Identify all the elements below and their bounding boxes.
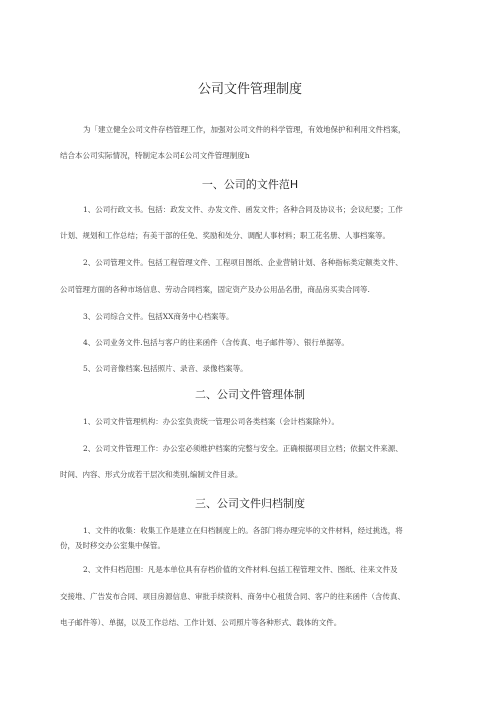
section-2-heading: 二、公司文件管理体制 bbox=[195, 388, 305, 401]
section-3-item-1-line-2: 份，及时移交办公室集中保管。 bbox=[60, 541, 165, 550]
section-3-item-2-line-3: 电子邮件等）、单据，以及工作总结、工作计划、公司照片等各种形式、载体的文件。 bbox=[60, 618, 342, 627]
section-3-item-2-line-1: 2、文件归档范围：凡是本单位具有存档价值的文件材料.包括工程管理文件、图纸、往来文件及 bbox=[83, 565, 398, 574]
section-2-item-1: 1、公司文件管理机构：办公室负责统一管理公司各类档案（会计档案除外）。 bbox=[83, 417, 340, 426]
intro-line-1: 为「建立健全公司文件存档管理工作，加强对公司文件的科学管理，有效地保护和利用文件档案， bbox=[83, 125, 406, 134]
section-1-item-4: 4、公司业务文件.包括与客户的往来函件（含传真、电子邮件等）、银行单据等。 bbox=[83, 338, 349, 347]
section-3-heading: 三、公司文件归档制度 bbox=[195, 497, 305, 510]
intro-line-2: 结合本公司实际情况，特制定本公司£公司文件管理制度h bbox=[60, 151, 250, 160]
section-2-item-2-line-2: 时间、内容、形式分成若干层次和类别,编制文件目录。 bbox=[60, 470, 243, 479]
section-3-item-2-line-2: 交接堆、广告发布合同、项目房源信息、审批手续资料、商务中心租赁合同、客户的往来函件（含传真、 bbox=[60, 592, 405, 601]
section-1-item-2-line-2: 公司管理方面的各种市场信息、劳动合同档案，固定资产及办公用品名册，商品房买卖合同等. bbox=[60, 285, 370, 294]
section-1-item-3: 3、公司综合文件。包括XX商务中心档案等。 bbox=[83, 312, 234, 321]
section-1-item-2-line-1: 2、公司管理文件。包括工程管理文件、工程项目图纸、企业营销计划、各种指标类定额类文件、 bbox=[83, 258, 403, 267]
section-3-item-1-line-1: 1、文件的收集：收集工作是建立在归档制度上的。各部门将办理完毕的文件材料，经过挑选，将 bbox=[83, 526, 403, 535]
section-1-heading: 一、公司的文件范H bbox=[201, 178, 299, 191]
document-title: 公司文件管理制度 bbox=[197, 82, 302, 97]
section-1-item-1-line-1: 1、公司行政文书。包括：政发文件、办发文件、函发文件；各种合同及协议书；会议纪要；工作 bbox=[83, 205, 403, 214]
section-2-item-2-line-1: 2、公司文件管理工作：办公室必须维护档案的完整与安全。正确根据项目立档；依据文件来源、 bbox=[83, 444, 403, 453]
section-1-item-5: 5、公司音像档案.包括照片、录音、录像档案等。 bbox=[83, 364, 248, 373]
section-1-item-1-line-2: 计划、规划和工作总结；有美干部的任免、奖励和处分、调配人事材料；职工花名册、人事档案等。 bbox=[60, 231, 390, 240]
